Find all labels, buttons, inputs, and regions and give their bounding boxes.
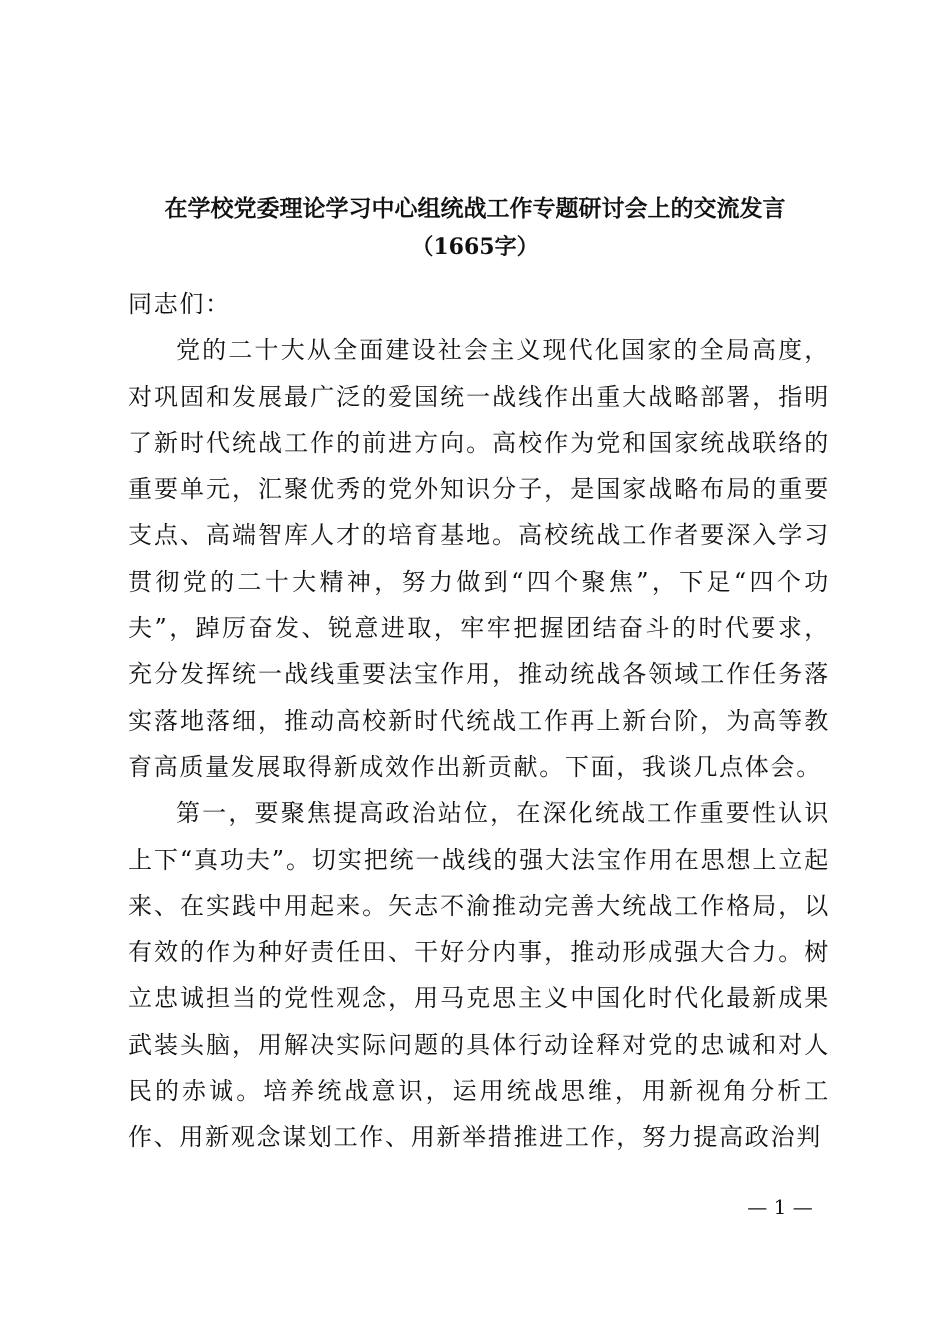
paragraph-intro: 党的二十大从全面建设社会主义现代化国家的全局高度，对巩固和发展最广泛的爱国统一战线作出重大战略部署，指明了新时代统战工作的前进方向。高校作为党和国家统战联络的重要单元，汇聚优秀的党外知识分子，是国家战略布局的重要支点、高端智库人才的培育基地。高校统战工作者要深入学习贯彻党的二十大精神，努力做到“四个聚焦”，下足“四个功夫”，踔厉奋发、锐意进取，牢牢把握团结奋斗的时代要求，充分发挥统一战线重要法宝作用，推动统战各领域工作任务落实落地落细，推动高校新时代统战工作再上新台阶，为高等教育高质量发展取得新成效作出新贡献。下面，我谈几点体会。 [128,336,830,781]
page-number: — 1 — [747,1195,813,1219]
document-title: 在学校党委理论学习中心组统战工作专题研讨会上的交流发言 [164,195,786,222]
paragraph-first-point: 第一，要聚焦提高政治站位，在深化统战工作重要性认识上下“真功夫”。切实把统一战线的强大法宝作用在思想上立起来、在实践中用起来。矢志不渝推动完善大统战工作格局，以有效的作为种好责任田、干好分内事，推动形成强大合力。树立忠诚担当的党性观念，用马克思主义中国化时代化最新成果武装头脑，用解决实际问题的具体行动诠释对党的忠诚和对人民的赤诚。培养统战意识，运用统战思维，用新视角分析工作、用新观念谋划工作、用新举措推进工作，努力提高政治判 [128,799,830,1152]
word-count: （1665字） [411,234,539,260]
salutation: 同志们： [128,290,231,318]
document-body [128,281,830,1161]
